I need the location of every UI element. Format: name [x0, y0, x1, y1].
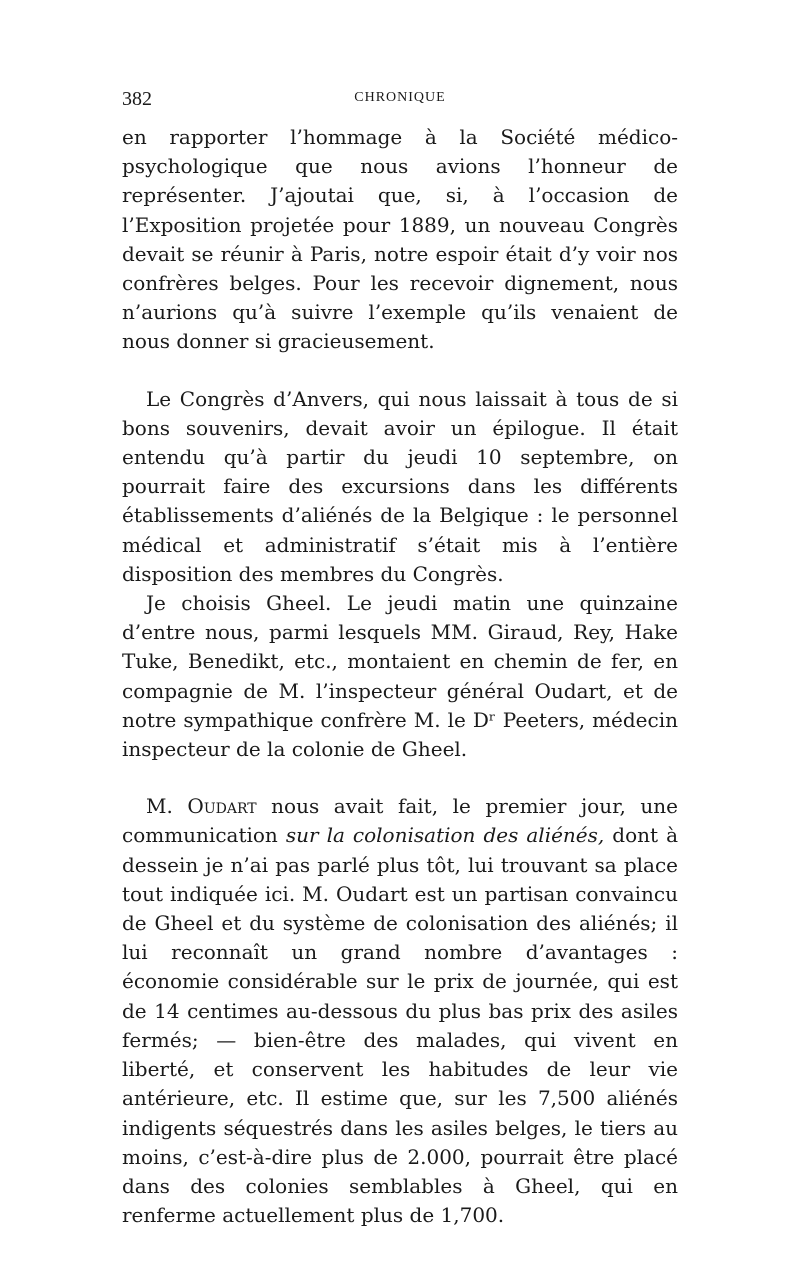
paragraph-4-text-before-italic: nous avait fait, le premier jour, une communication: [122, 794, 678, 848]
page-number: 382: [122, 88, 152, 110]
paragraph-1: en rapporter l’hommage à la Société médico-psychologique que nous avions l’honneur de représenter. J’ajoutai que, si, à l’occasion de l’Exposition projetée pour 1889, un nouveau Congrès devait se réunir à Paris, notre espoir était d’y voir nos confrères belges. Pour les recevoir dignement, nous n’aurions qu’à suivre l’exemple qu’ils venaient de nous donner si gracieusement.: [122, 125, 678, 354]
paragraph-4-lead: M.: [146, 794, 188, 819]
body-text: [122, 123, 678, 1230]
paragraph-4-italic-title: sur la colonisation des aliénés,: [285, 823, 605, 848]
paragraph-2: Le Congrès d’Anvers, qui nous laissait à tous de si bons souvenirs, devait avoir un épilogue. Il était entendu qu’à partir du jeudi 10 septembre, on pourrait faire des excursions dans les différents établissements d’aliénés de la Belgique : le personnel médical et administratif s’était mis à l’entière disposition des membres du Congrès.: [122, 386, 678, 586]
paragraph-4-name: Oudart: [187, 794, 257, 819]
page-header: [122, 88, 678, 118]
running-title: CHRONIQUE: [354, 90, 446, 105]
paragraph-3: Je choisis Gheel. Le jeudi matin une quinzaine d’entre nous, parmi lesquels MM. Giraud, Rey, Hake Tuke, Benedikt, etc., montaient en chemin de fer, en compagnie de M. l’inspecteur général Oudart, et de notre sympathique confrère M. le Dʳ Peeters, médecin inspecteur de la colonie de Gheel.: [122, 591, 678, 762]
paragraph-4-text-after-italic: dont à dessein je n’ai pas parlé plus tôt, lui trouvant sa place tout indiquée ici. M. Oudart est un partisan convaincu de Gheel et du système de colonisation des aliénés; il lui reconnaît un grand nombre d’avantages : économie considérable sur le prix de journée, qui est de 14 centimes au-dessous du plus bas prix des asiles fermés; — bien-être des malades, qui vivent en liberté, et conservent les habitudes de leur vie antérieure, etc. Il estime que, sur les 7,500 aliénés indigents séquestrés dans les asiles belges, le tiers au moins, c’est-à-dire plus de 2.000, pourrait être placé dans des colonies semblables à Gheel, qui en renferme actuellement plus de 1,700.: [122, 823, 679, 1228]
paragraph-4: [122, 792, 678, 1230]
